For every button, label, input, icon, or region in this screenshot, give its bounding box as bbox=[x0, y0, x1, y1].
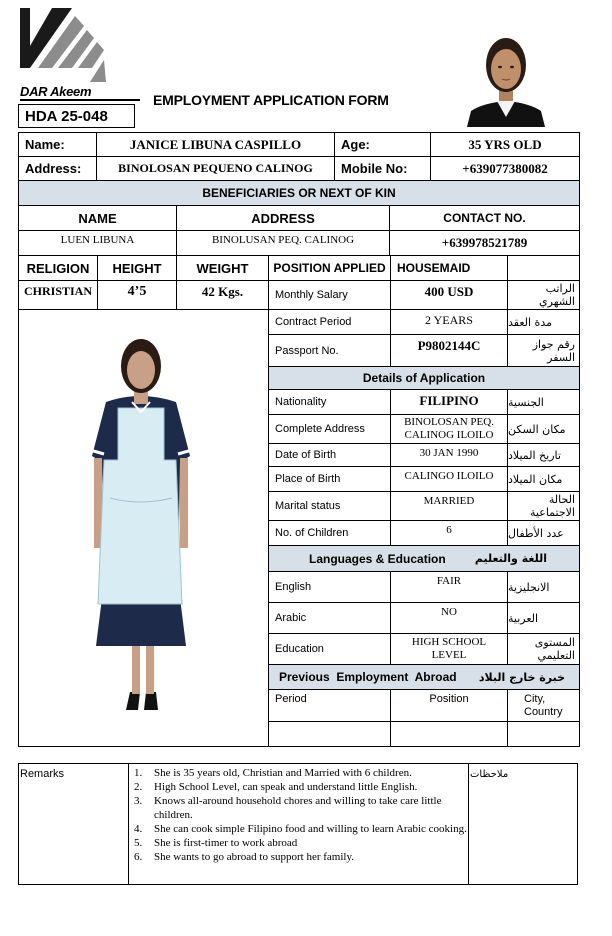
contract-label-arabic: مدة العقد bbox=[507, 309, 580, 335]
name-label: Name: bbox=[18, 132, 97, 157]
english-label-arabic: الانجليزية bbox=[507, 571, 580, 603]
english-label: English bbox=[268, 571, 391, 603]
children-value: 6 bbox=[390, 520, 508, 546]
salary-label-arabic: الراتب الشهري bbox=[507, 280, 580, 310]
religion-header: RELIGION bbox=[18, 255, 98, 281]
remarks-item-text: Knows all-around household chores and willing to take care little children. bbox=[154, 795, 442, 821]
date-of-birth-value: 30 JAN 1990 bbox=[390, 443, 508, 467]
kin-name: LUEN LIBUNA bbox=[18, 230, 177, 256]
complete-address-label-arabic: مكان السكن bbox=[507, 414, 580, 444]
company-logo bbox=[20, 8, 144, 88]
weight-value: 42 Kgs. bbox=[176, 280, 269, 310]
details-section-title: Details of Application bbox=[268, 366, 580, 390]
logo-underline bbox=[20, 99, 140, 101]
employment-empty-position bbox=[390, 721, 508, 747]
height-value: 4’5 bbox=[97, 280, 177, 310]
salary-value: 400 USD bbox=[390, 280, 508, 310]
education-value: HIGH SCHOOL LEVEL bbox=[390, 633, 508, 665]
arabic-label: Arabic bbox=[268, 602, 391, 634]
languages-section-title-arabic: اللغة والتعليم bbox=[474, 552, 547, 565]
applicant-age: 35 YRS OLD bbox=[430, 132, 580, 157]
nationality-value: FILIPINO bbox=[390, 389, 508, 415]
nationality-label: Nationality bbox=[268, 389, 391, 415]
place-of-birth-value: CALINGO ILOILO bbox=[390, 466, 508, 492]
kin-contact: +639978521789 bbox=[389, 230, 580, 256]
english-value: FAIR bbox=[390, 571, 508, 603]
remarks-item-text: She wants to go abroad to support her family. bbox=[154, 851, 354, 863]
form-title: EMPLOYMENT APPLICATION FORM bbox=[153, 92, 389, 108]
mobile-label: Mobile No: bbox=[334, 156, 431, 181]
remarks-divider-left bbox=[128, 763, 129, 885]
remarks-item: 2. High School Level, can speak and understand little English. bbox=[134, 781, 418, 793]
employment-empty-city bbox=[507, 721, 580, 747]
passport-label-arabic: رقم جواز السفر bbox=[507, 334, 580, 367]
remarks-label: Remarks bbox=[20, 768, 65, 780]
position-applied-header: POSITION APPLIED bbox=[268, 255, 391, 281]
employment-header-period: Period bbox=[268, 689, 391, 722]
education-label-arabic: المستوى التعليمي bbox=[507, 633, 580, 665]
remarks-label-arabic: ملاحظات bbox=[470, 769, 509, 780]
employment-empty-period bbox=[268, 721, 391, 747]
weight-header: WEIGHT bbox=[176, 255, 269, 281]
date-of-birth-label-arabic: تاريخ الميلاد bbox=[507, 443, 580, 467]
applicant-portrait-photo bbox=[457, 27, 555, 127]
kin-header-address: ADDRESS bbox=[176, 205, 390, 231]
languages-section-title: Languages & Education bbox=[309, 551, 446, 566]
kin-header-name: NAME bbox=[18, 205, 177, 231]
remarks-item-text: High School Level, can speak and understand little English. bbox=[154, 781, 418, 793]
applicant-address: BINOLOSAN PEQUENO CALINOG bbox=[96, 156, 335, 181]
kin-section-title: BENEFICIARIES OR NEXT OF KIN bbox=[18, 180, 580, 206]
marital-status-value: MARRIED bbox=[390, 491, 508, 521]
employment-section-title-arabic: خبرة خارج البلاد bbox=[478, 670, 565, 684]
languages-section-bar bbox=[268, 545, 580, 572]
nationality-label-arabic: الجنسية bbox=[507, 389, 580, 415]
remarks-item: 4. She can cook simple Filipino food and willing to learn Arabic cooking. bbox=[134, 823, 467, 835]
kin-address: BINOLUSAN PEQ. CALINOG bbox=[176, 230, 390, 256]
children-label-arabic: عدد الأطفال bbox=[507, 520, 580, 546]
logo-text: DAR Akeem bbox=[20, 84, 92, 99]
remarks-item: 1. She is 35 years old, Christian and Married with 6 children. bbox=[134, 767, 412, 779]
passport-label: Passport No. bbox=[268, 334, 391, 367]
marital-status-label: Marital status bbox=[268, 491, 391, 521]
remarks-item: 6. She wants to go abroad to support her family. bbox=[134, 851, 354, 863]
marital-status-label-arabic: الحالة الاجتماعية bbox=[507, 491, 580, 521]
salary-label: Monthly Salary bbox=[268, 280, 391, 310]
applicant-full-body-photo bbox=[80, 338, 200, 720]
kin-header-contact: CONTACT NO. bbox=[389, 205, 580, 231]
remarks-item: 3. Knows all-around household chores and willing to take care little children. bbox=[134, 794, 474, 822]
height-header: HEIGHT bbox=[97, 255, 177, 281]
position-applied-value: HOUSEMAID bbox=[390, 255, 508, 281]
employment-section-bar bbox=[268, 664, 580, 690]
contract-value: 2 YEARS bbox=[390, 309, 508, 335]
employment-section-title: Previous Employment Abroad bbox=[279, 670, 457, 684]
arabic-value: NO bbox=[390, 602, 508, 634]
place-of-birth-label: Place of Birth bbox=[268, 466, 391, 492]
position-blank-cell bbox=[507, 255, 580, 281]
applicant-name: JANICE LIBUNA CASPILLO bbox=[96, 132, 335, 157]
remarks-list bbox=[134, 766, 474, 864]
arabic-label-arabic: العربية bbox=[507, 602, 580, 634]
remarks-item-text: She is 35 years old, Christian and Married with 6 children. bbox=[154, 767, 412, 779]
address-label: Address: bbox=[18, 156, 97, 181]
date-of-birth-label: Date of Birth bbox=[268, 443, 391, 467]
education-label: Education bbox=[268, 633, 391, 665]
passport-value: P9802144C bbox=[390, 334, 508, 367]
complete-address-value: BINOLOSAN PEQ. CALINOG ILOILO bbox=[390, 414, 508, 444]
applicant-mobile: +639077380082 bbox=[430, 156, 580, 181]
children-label: No. of Children bbox=[268, 520, 391, 546]
complete-address-label: Complete Address bbox=[268, 414, 391, 444]
place-of-birth-label-arabic: مكان الميلاد bbox=[507, 466, 580, 492]
contract-label: Contract Period bbox=[268, 309, 391, 335]
remarks-item: 5. She is first-timer to work abroad bbox=[134, 837, 298, 849]
remarks-item-text: She can cook simple Filipino food and willing to learn Arabic cooking. bbox=[154, 823, 467, 835]
remarks-item-text: She is first-timer to work abroad bbox=[154, 837, 298, 849]
age-label: Age: bbox=[334, 132, 431, 157]
employment-header-city-country: City, Country bbox=[507, 689, 580, 722]
religion-value: CHRISTIAN bbox=[18, 280, 98, 310]
employment-header-position: Position bbox=[390, 689, 508, 722]
reference-code: HDA 25-048 bbox=[18, 104, 135, 128]
